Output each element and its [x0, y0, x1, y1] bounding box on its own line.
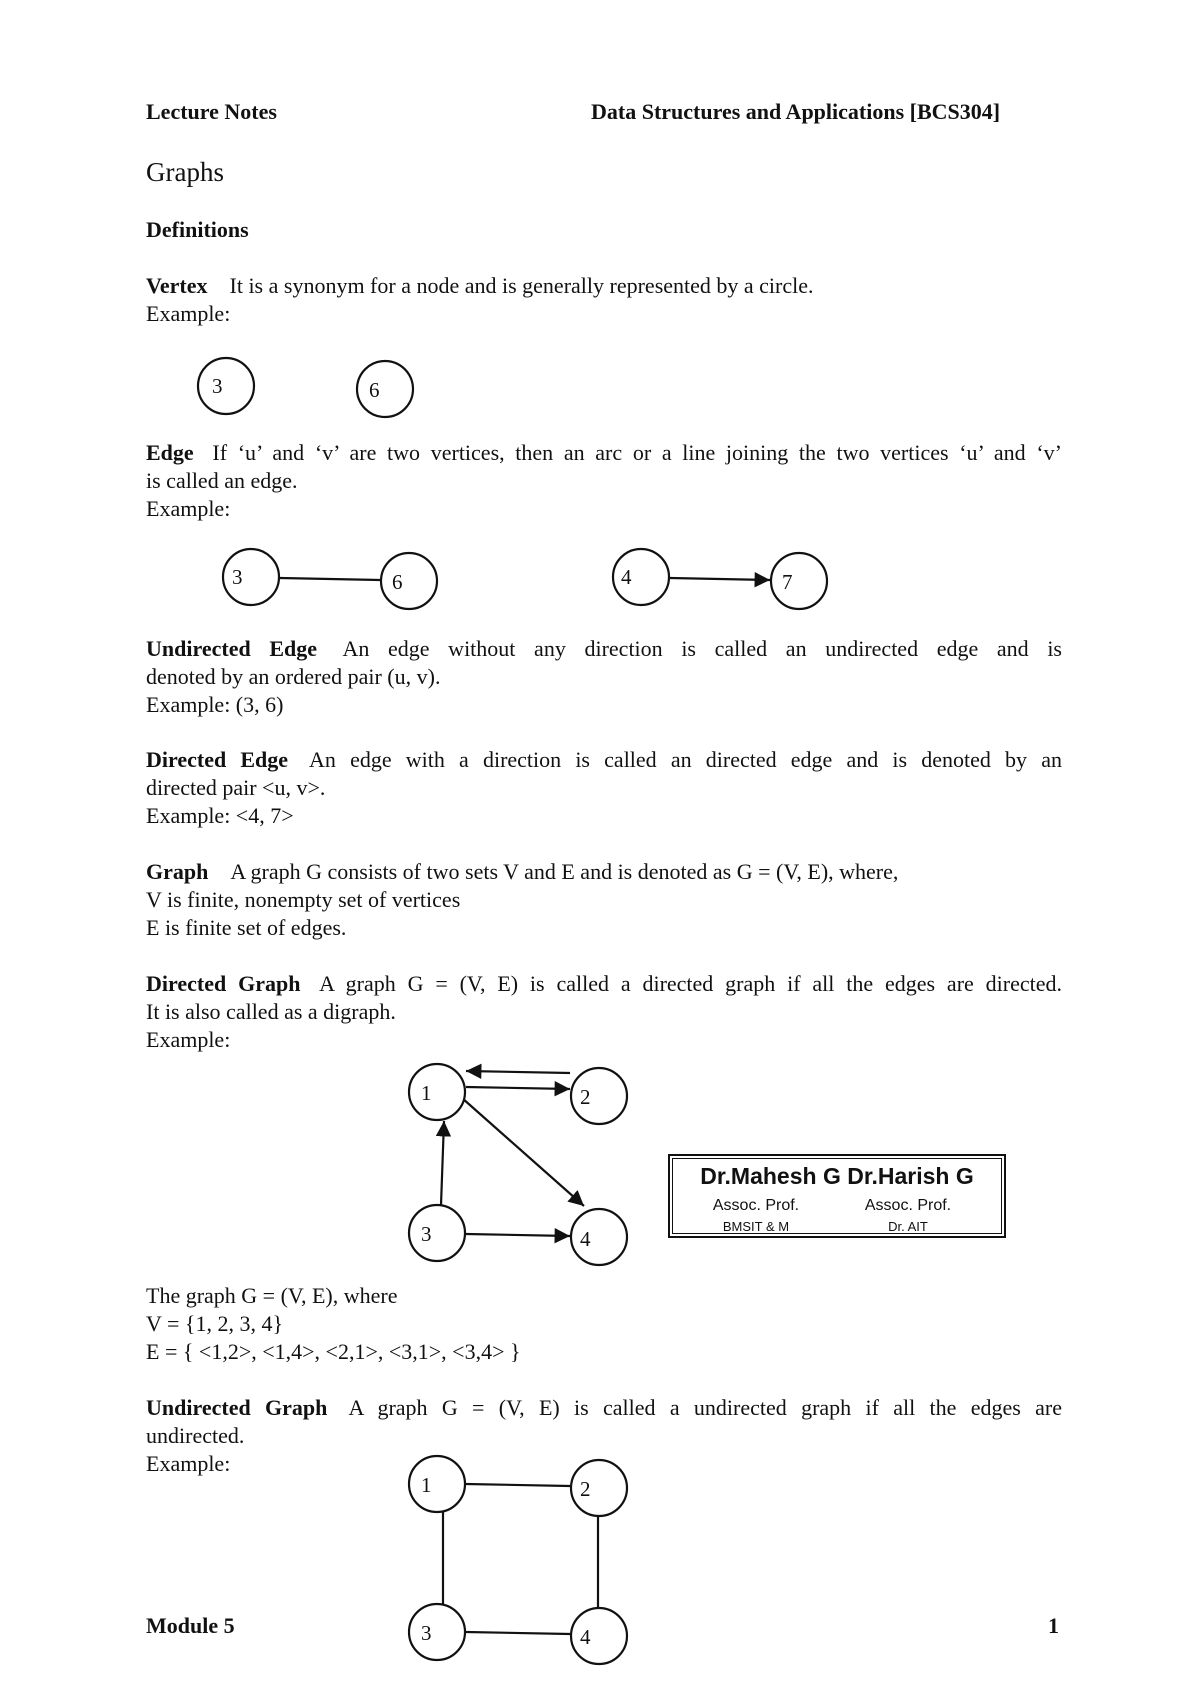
undirected-graph-text: A graph G = (V, E) is called a undirected graph if all the edges are	[348, 1395, 1062, 1420]
graph-term: Graph	[146, 859, 209, 884]
edge-node-label: 6	[392, 570, 403, 594]
edge-3-1	[441, 1121, 444, 1205]
ugraph-node-label: 1	[421, 1473, 432, 1497]
edge-node-label: 3	[232, 565, 243, 589]
footer-page-number: 1	[1048, 1613, 1059, 1638]
ugraph-node-label: 4	[580, 1625, 591, 1649]
directed-graph-desc3: E = { <1,2>, <1,4>, <2,1>, <3,1>, <3,4> }	[146, 1339, 521, 1364]
definitions-heading: Definitions	[146, 217, 249, 242]
graph-text: A graph G consists of two sets V and E and is denoted as G = (V, E), where,	[230, 859, 899, 884]
edge-term: Edge	[146, 440, 194, 465]
digraph-node-circle	[409, 1064, 465, 1120]
directed-graph-example-label: Example:	[146, 1027, 231, 1052]
vertex-node-label: 3	[212, 374, 223, 398]
stamp-names: Dr.Mahesh G Dr.Harish G	[700, 1163, 974, 1189]
stamp-org-2: Dr. AIT	[888, 1219, 928, 1234]
undirected-graph-term: Undirected Graph	[146, 1395, 328, 1420]
directed-graph-desc1: The graph G = (V, E), where	[146, 1283, 398, 1308]
directed-graph-figure	[409, 1064, 627, 1265]
directed-graph-term: Directed Graph	[146, 971, 301, 996]
vertex-text: It is a synonym for a node and is generally represented by a circle.	[229, 273, 814, 298]
undirected-edge-line	[280, 578, 380, 580]
edge-1-4	[462, 1098, 584, 1206]
undirected-edge-text: An edge without any direction is called an undirected edge and is	[342, 636, 1062, 661]
digraph-node-label: 3	[421, 1222, 432, 1246]
ugraph-node-circle	[409, 1604, 465, 1660]
header-right: Data Structures and Applications [BCS304]	[591, 99, 1001, 124]
vertex-node-circle	[357, 361, 413, 417]
undirected-graph-line2: undirected.	[146, 1423, 245, 1448]
vertex-example-figure	[198, 358, 413, 417]
directed-edge-line2: directed pair <u, v>.	[146, 775, 326, 800]
graph-definition-line3: E is finite set of edges.	[146, 915, 347, 940]
stamp-role-2: Assoc. Prof.	[864, 1197, 952, 1214]
edge-2-1	[466, 1071, 570, 1073]
page-title: Graphs	[146, 157, 224, 187]
edge-example-figure	[223, 549, 827, 609]
ugraph-node-label: 2	[580, 1477, 591, 1501]
digraph-node-label: 1	[421, 1081, 432, 1105]
vertex-node-circle	[198, 358, 254, 414]
edge-node-circle	[381, 553, 437, 609]
digraph-node-label: 4	[580, 1227, 591, 1251]
edge-1-2	[466, 1087, 570, 1089]
vertex-node-label: 6	[369, 378, 380, 402]
directed-graph-text: A graph G = (V, E) is called a directed graph if all the edges are directed.	[319, 971, 1062, 996]
edge-1-2	[466, 1484, 570, 1486]
graph-definition-line2: V is finite, nonempty set of vertices	[146, 887, 461, 912]
footer-module: Module 5	[146, 1613, 235, 1638]
stamp-role-1: Assoc. Prof.	[712, 1197, 800, 1214]
ugraph-node-circle	[409, 1456, 465, 1512]
directed-edge-example: Example: <4, 7>	[146, 803, 294, 828]
undirected-graph-example-label: Example:	[146, 1451, 231, 1476]
directed-edge-term: Directed Edge	[146, 747, 289, 772]
edge-node-circle	[771, 553, 827, 609]
undirected-graph-figure	[409, 1456, 627, 1664]
digraph-node-circle	[409, 1205, 465, 1261]
undirected-edge-line2: denoted by an ordered pair (u, v).	[146, 664, 441, 689]
edge-text: If ‘u’ and ‘v’ are two vertices, then an arc or a line joining the two vertices ‘u’ and ‘v’	[212, 440, 1063, 465]
directed-edge-text: An edge with a direction is called an directed edge and is denoted by an	[309, 747, 1062, 772]
digraph-node-label: 2	[580, 1085, 591, 1109]
stamp-org-1: BMSIT & M	[722, 1219, 790, 1234]
edge-3-4	[466, 1234, 570, 1236]
directed-graph-line2: It is also called as a digraph.	[146, 999, 396, 1024]
undirected-edge-example: Example: (3, 6)	[146, 692, 284, 717]
edge-node-label: 4	[621, 565, 632, 589]
vertex-example-label: Example:	[146, 301, 231, 326]
edge-3-4	[466, 1632, 570, 1634]
edge-example-label: Example:	[146, 496, 231, 521]
header-left: Lecture Notes	[146, 99, 277, 124]
edge-definition-line2: is called an edge.	[146, 468, 298, 493]
ugraph-node-label: 3	[421, 1621, 432, 1645]
directed-edge-arrow	[670, 578, 770, 580]
vertex-term: Vertex	[146, 273, 208, 298]
directed-graph-desc2: V = {1, 2, 3, 4}	[146, 1311, 284, 1336]
undirected-edge-term: Undirected Edge	[146, 636, 318, 661]
edge-node-label: 7	[782, 570, 793, 594]
